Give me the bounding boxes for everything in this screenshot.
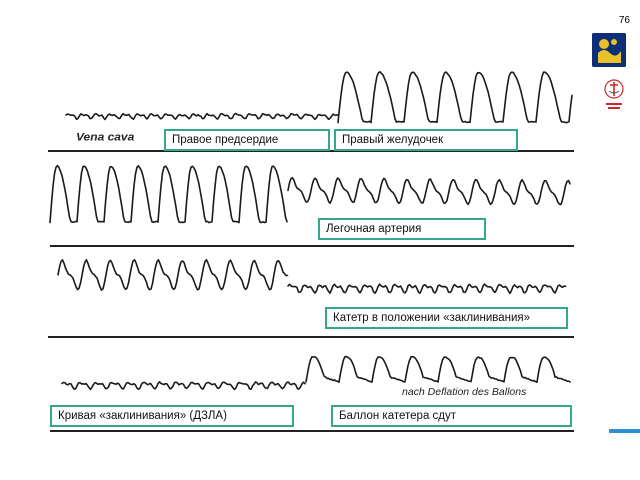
pulmonary-artery-label: Легочная артерия [318, 218, 486, 240]
wedge-position-trace [288, 284, 566, 293]
wedge-curve-label: Кривая «заклинивания» (ДЗЛА) [50, 405, 294, 427]
right-atrium-trace [66, 114, 338, 120]
wedge-position-label: Катетр в положении «заклинивания» [325, 307, 568, 329]
medical-cross-logo-icon [603, 76, 625, 116]
pulmonary-to-wedge-trace [58, 260, 288, 290]
post-deflation-trace [306, 357, 570, 383]
right-ventricle-label: Правый желудочек [334, 129, 518, 151]
slide-number: 76 [618, 15, 630, 26]
right-atrium-label: Правое предсердие [164, 129, 330, 151]
right-ventricle-trace [338, 72, 572, 123]
wedge-curve-trace [62, 382, 305, 390]
accent-bar [609, 429, 640, 433]
pulmonary-artery-trace [288, 178, 570, 205]
ventricular-trace-row-2 [50, 166, 287, 223]
vena-cava-trace-label: Vena cava [76, 130, 135, 144]
emblem-logo-icon [592, 33, 626, 67]
deflation-trace-label: nach Deflation des Ballons [402, 386, 527, 398]
balloon-deflated-label: Баллон катетера сдут [331, 405, 572, 427]
